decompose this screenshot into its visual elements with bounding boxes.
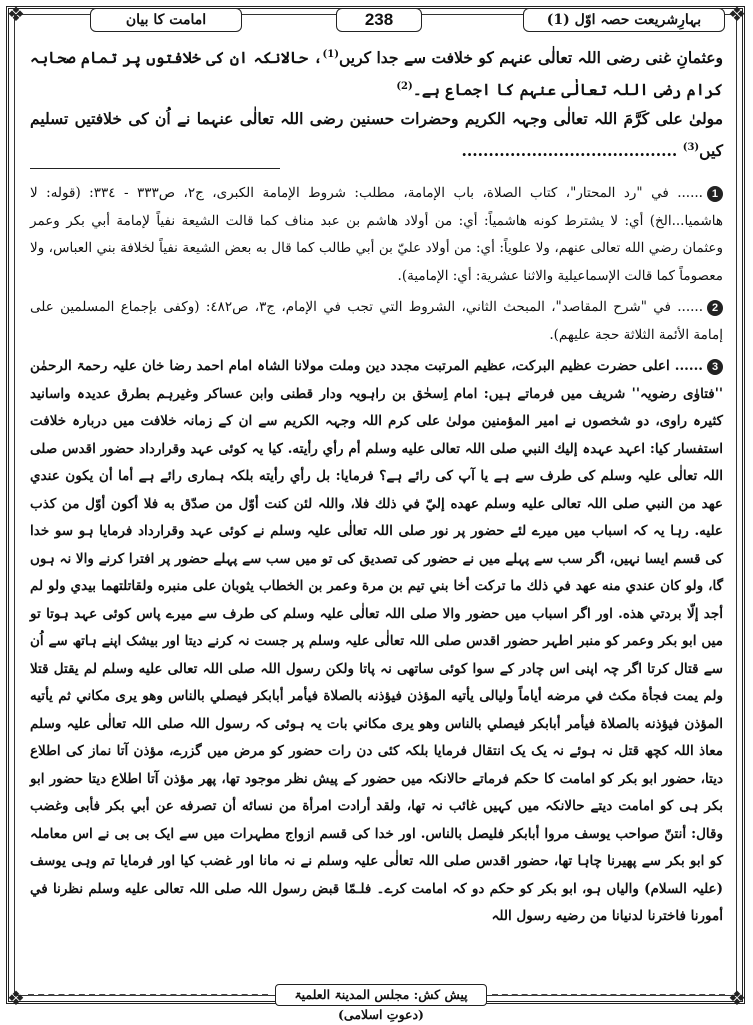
corner-ornament: ❖ (7, 986, 25, 1010)
page-number: 238 (336, 8, 422, 32)
corner-ornament: ❖ (728, 2, 746, 26)
footnote-ref[interactable]: (2) (396, 81, 413, 93)
page-header (28, 8, 725, 32)
main-paragraph (30, 40, 723, 104)
corner-ornament: ❖ (7, 2, 25, 26)
main-paragraph (30, 104, 723, 165)
footnote-ref[interactable]: (1) (322, 49, 339, 60)
page-footer (28, 986, 725, 1022)
footnote-number: 3 (707, 359, 723, 375)
book-title: بہارِشریعت حصہ اوّل (1) (523, 8, 725, 32)
ellipsis: ........................................ (461, 141, 678, 161)
footnote-text: ...... اعلی حضرت عظیم البرکت، عظیم المرتبت مجدد دین وملت مولانا الشاہ امام احمد رضا خان علیہ رحمۃ الرحمٰن ''فتاوٰی رضویہ'' شریف میں فرماتے ہیں: امام اِسحٰق بن راہویہ ودار قطنی وابن عساکر وغیرہم بطرق عدیدہ واسانید کثیرہ راوی، دو شخصوں نے امیر المؤمنین مولیٰ علی کرم اللہ وجہہ الکریم سے ان کے زمانہ خلافت میں دربارہ خلافت استفسار کیا: اعہد عہدہ إلیك النبي صلی اللہ تعالی علیه وسلم أم رأي رأیته. کیا یہ کوئی عہد وقرارداد حضور اقدس صلی اللہ تعالٰی علیہ وسلم کی طرف سے ہے یا آپ کی رائے ہے؟ فرمایا: بل رأي رأیته بلکہ ہماری رائے ہے أما أن یکون عندي عهد من النبي صلی اللہ تعالی علیه وسلم عهده إليّ في ذلك فلا، واللہ لئن کنت أوّل من صدّق به فلا أکون أوّل من کذب علیه. رہا یہ کہ اسباب میں میرے لئے حضور پر نور صلی اللہ تعالٰی علیہ وسلم نے کوئی عہد وقرارداد فرمایا ہو سو خدا کی قسم ایسا نہیں، اگر سب سے پہلے میں نے حضور کی تصدیق کی تو میں سب سے پہلے حضور پر افترا کرنے والا نہ ہوں گا، ولو کان عندي منه عهد في ذلك ما ترکت أخا بني تیم بن مرة وعمر بن الخطاب یثوبان علی منبره ولقاتلتهما بیدي ولو لم أجد إلّا بردتي هذه. اور اگر اسباب میں حضور والا صلی اللہ تعالٰی علیہ وسلم کی طرف سے میرے پاس کوئی عہد ہوتا تو میں ابو بکر وعمر کو منبر اطہر حضور اقدس صلی اللہ تعالٰی علیہ وسلم پر جست نہ کرنے دیتا اور بیشک اپنے ہاتھ سے اُن سے قتال کرتا اگر چہ اپنی اس چادر کے سوا کوئی ساتھی نہ پاتا ولکن رسول اللہ صلی اللہ تعالی علیه وسلم لم یقتل قتلا ولم یمت فجأة مکث في مرضه أیاماً ولیالی یأتیه المؤذن فیؤذنه بالصلاة فیأمر أبابکر فیصلي بالناس وهو یری مکاني ثم یأتیه المؤذن فیؤذنه بالصلاة فیأمر أبابکر فیصلي بالناس وهو یری مکاني بات یہ ہوئی کہ رسول اللہ صلی اللہ تعالٰی علیہ وسلم معاذ اللہ کچھ قتل نہ ہوئے نہ یک یک انتقال فرمایا بلکہ کئی دن رات حضور کو مرض میں گزرے، مؤذن آتا نماز کی اطلاع دیتا، حضور ابو بکر کو امامت کا حکم فرماتے حالانکہ میں حضور کے پیش نظر موجود تھا، پھر مؤذن آتا اطلاع دیتا حضور ابو بکر ہی کو امامت دیتے حالانکہ میں کہیں غائب نہ تھا، ولقد أرادت امرأة من نسائه أن تصرفه عن أبي بکر فأبی وغضب وقال: أنتنّ صواحب یوسف مروا أبابکر فلیصل بالناس. اور خدا کی قسم ازواج مطہرات میں سے ایک بی بی نے اس معاملہ کو ابو بکر سے پھیرنا چاہا تھا، حضور اقدس صلی اللہ تعالٰی علیہ وسلم نے نہ مانا اور غضب کیا اور فرمایا تم وہی یوسف (علیہ السلام) والیاں ہو، ابو بکر کو حکم دو کہ امامت کرے۔ فلـمّا قبض رسول اللہ صلی اللہ تعالی علیه وسلم نظرنا في أمورنا فاخترنا لدنیانا من رضیه رسول اللہ (30, 358, 723, 924)
footer-rule-left (28, 994, 268, 996)
footnote-number: 1 (707, 186, 723, 202)
main-text (30, 40, 723, 165)
corner-ornament: ❖ (728, 986, 746, 1010)
footnote-text: ...... في "رد المحتار"، كتاب الصلاة، باب الإمامة، مطلب: شروط الإمامة الكبرى، ج٢، ص٣٣٣ - ٣٣٤: (قوله: لا هاشميا...الخ) أي: لا يشترط كونه هاشمياً: أي: من أولاد هاشم بن عبد مناف كما قالت الشيعة نفياً لإمامة أبي بكر وعمر وعثمان رضي الله تعالى عنهم، ولا علوياً: أي: من أولاد عليّ بن أبي طالب كما قال به بعض الشيعة نفياً لخلافة بني العباس، ولا معصوماً كما قالت الإسماعيلية والاثنا عشرية: أي: الإمامية). (30, 185, 723, 284)
main-line: مولیٰ علی کَرَّمَ اللہ تعالٰی وجہہ الکریم وحضرات حسنین رضی اللہ تعالٰی عنہما نے اُن کی خلافتیں تسلیم کیں (30, 109, 723, 161)
footnote-3 (30, 353, 723, 931)
footer-rule-right (492, 994, 725, 996)
footnotes (30, 180, 723, 935)
footnote-2 (30, 294, 723, 349)
main-line: وعثمانِ غنی رضی اللہ تعالٰی عنہم کو خلافت سے جدا کریں (338, 48, 723, 68)
main-line: ، حالانکہ ان کی خلافتوں پر تمام صحابہ کرام رضی اللہ تعالٰی عنہم کا اجماع ہے۔ (30, 48, 723, 100)
footnote-ref[interactable]: (3) (682, 142, 700, 154)
footnote-text: ...... في "شرح المقاصد"، المبحث الثاني، الشروط التي تجب في الإمام، ج٣، ص٤٨٢: (وكفى بإجماع المسلمين على إمامة الأئمة الثلاثة حجة عليهم). (30, 299, 723, 343)
footnote-divider (30, 168, 280, 169)
chapter-title: امامت کا بیان (90, 8, 242, 32)
publisher-label: پیش کش: مجلس المدینۃ العلمیۃ (دعوتِ اسلامی) (275, 984, 487, 1006)
footnote-number: 2 (707, 300, 723, 316)
footnote-1 (30, 180, 723, 290)
